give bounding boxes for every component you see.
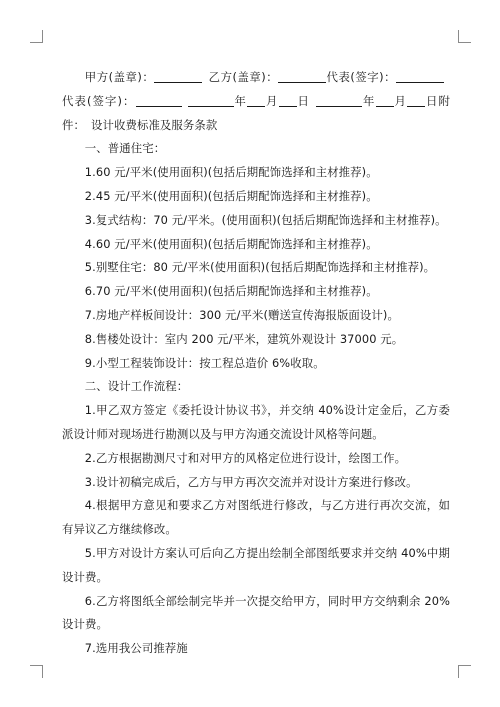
list-item: 1.甲乙双方签定《委托设计协议书》，并交纳 40%设计定金后，乙方委派设计师对现场进行勘测以及与甲方沟通交流设计风格等问题。: [62, 403, 450, 441]
party-a-blank: [154, 69, 202, 83]
list-item: 9.小型工程装饰设计：按工程总造价 6%收取。: [84, 355, 325, 370]
month-2-blank: [376, 93, 394, 107]
rep-2-label-cont: 字)：: [105, 93, 136, 108]
year-2-label: 年: [362, 93, 376, 108]
crop-mark-bottom-left: [30, 665, 43, 678]
list-item: 5.甲方对设计方案认可后向乙方提出绘制全部图纸要求并交纳 40%中期设计费。: [62, 545, 450, 584]
day-2-label: 日附件：: [62, 93, 451, 132]
party-b-blank: [278, 69, 326, 83]
list-item: 5.别墅住宅：80 元/平米(使用面积)(包括后期配饰选择和主材推荐)。: [84, 260, 436, 275]
appendix-title: 设计收费标准及服务条款: [90, 117, 218, 132]
month-2-label: 月: [393, 93, 408, 108]
list-item: 7.选用我公司推荐施: [84, 641, 188, 656]
year-1-label: 年: [233, 93, 248, 108]
crop-mark-top-left: [30, 30, 43, 43]
day-2-blank: [407, 93, 425, 107]
list-item: 3.复式结构：70 元/平米。(使用面积)(包括后期配饰选择和主材推荐)。: [84, 212, 447, 227]
section-heading-2: 二、设计工作流程：: [84, 379, 189, 394]
list-item: 2.45 元/平米(使用面积)(包括后期配饰选择和主材推荐)。: [84, 188, 378, 203]
list-item: 3.设计初稿完成后，乙方与甲方再次交流并对设计方案进行修改。: [84, 474, 418, 489]
month-1-blank: [247, 93, 265, 107]
list-item: 2.乙方根据勘测尺寸和对甲方的风格定位进行设计，绘图工作。: [84, 450, 407, 465]
rep-1-label: 代表(签字)：: [326, 70, 396, 84]
list-item: 1.60 元/平米(使用面积)(包括后期配饰选择和主材推荐)。: [84, 165, 378, 180]
list-item: 6.乙方将图纸全部绘制完毕并一次提交给甲方，同时甲方交纳剩余 20%设计费。: [62, 593, 450, 632]
list-item: 8.售楼处设计：室内 200 元/平米，建筑外观设计 37000 元。: [84, 331, 404, 346]
day-1-blank: [279, 93, 297, 107]
crop-mark-top-right: [458, 30, 471, 43]
date-2-blank: [316, 93, 362, 107]
sign-blank-1: [136, 93, 182, 107]
document-body: [62, 66, 450, 661]
sign-blank-2: [188, 93, 234, 107]
list-item: 7.房地产样板间设计：300 元/平米(赠送宣传海报版面设计)。: [84, 307, 399, 322]
day-1-label: 日: [296, 93, 311, 108]
list-item: 4.根据甲方意见和要求乙方对图纸进行修改，与乙方进行再次交流，如有异议乙方继续修改。: [62, 498, 450, 537]
section-heading-1: 一、普通住宅：: [84, 141, 166, 156]
crop-mark-bottom-right: [458, 665, 471, 678]
party-a-label: 甲方(盖章)：: [84, 70, 155, 84]
rep-1-blank: [396, 69, 444, 83]
rep-2-label: 代表(签: [62, 93, 106, 108]
month-1-label: 月: [265, 93, 279, 108]
signature-block: [62, 66, 450, 137]
party-b-label: 乙方(盖章)：: [208, 70, 279, 84]
list-item: 6.70 元/平米(使用面积)(包括后期配饰选择和主材推荐)。: [84, 284, 378, 299]
list-item: 4.60 元/平米(使用面积)(包括后期配饰选择和主材推荐)。: [84, 236, 378, 251]
